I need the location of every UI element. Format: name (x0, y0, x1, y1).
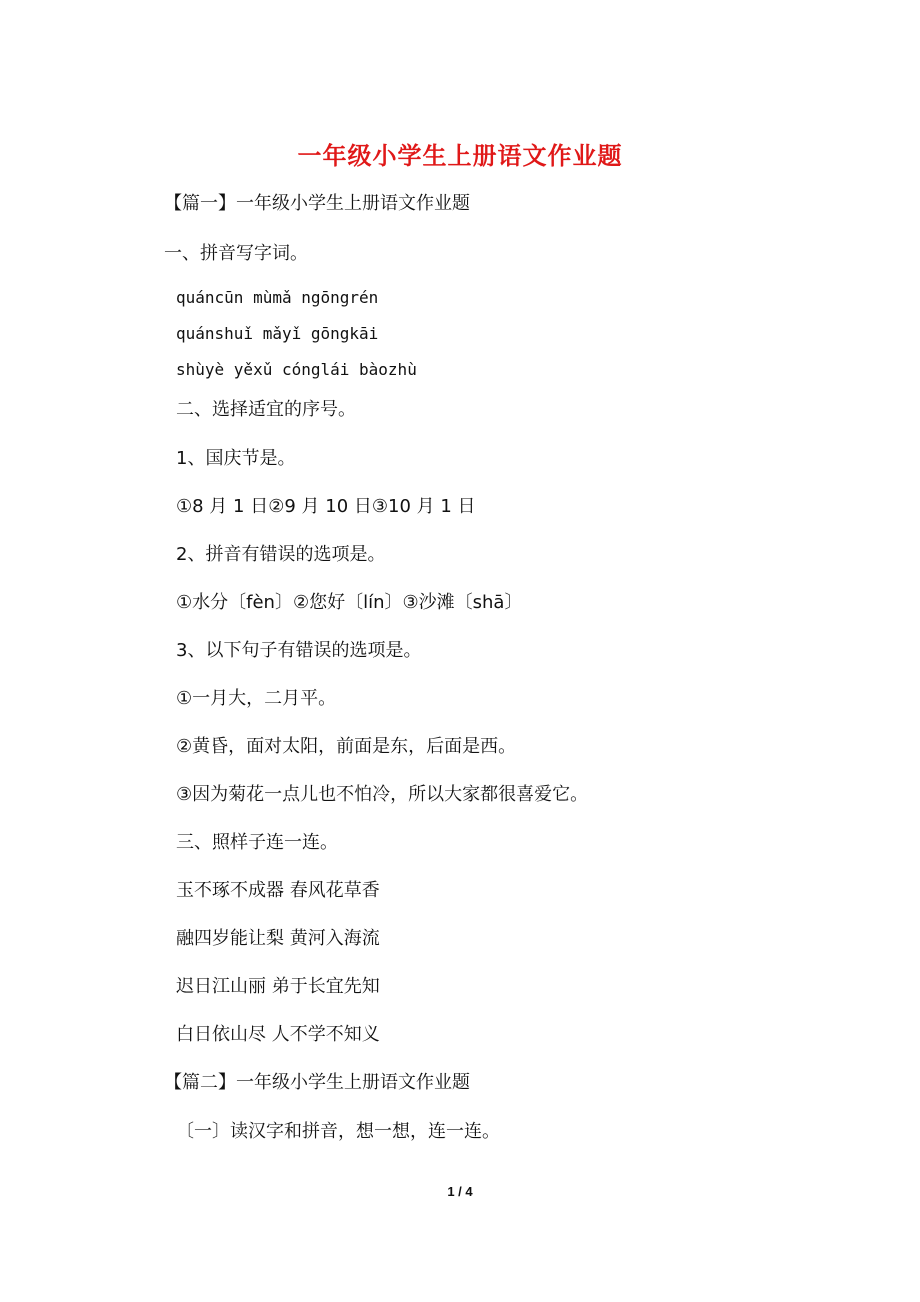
pinyin-row: shùyè yěxǔ cónglái bàozhù (176, 360, 417, 379)
part2-heading: 【篇二】一年级小学生上册语文作业题 (164, 1072, 470, 1093)
match-row: 白日依山尽 人不学不知义 (176, 1024, 380, 1045)
page-number: 1 / 4 (447, 1184, 473, 1199)
section1-heading: 一、拼音写字词。 (164, 243, 308, 264)
question-1-options: ①8 月 1 日②9 月 10 日③10 月 1 日 (176, 496, 476, 517)
question-3-option: ③因为菊花一点儿也不怕冷，所以大家都很喜爱它。 (176, 784, 589, 805)
match-row: 融四岁能让梨 黄河入海流 (176, 928, 380, 949)
document-title: 一年级小学生上册语文作业题 (297, 142, 623, 170)
part2-section1-heading: 〔一〕读汉字和拼音，想一想，连一连。 (176, 1121, 500, 1142)
pinyin-row: quáncūn mùmǎ ngōngrén (176, 288, 379, 307)
match-row: 迟日江山丽 弟于长宜先知 (176, 976, 380, 997)
question-2: 2、拼音有错误的选项是。 (176, 544, 386, 565)
question-3-option: ①一月大，二月平。 (176, 688, 337, 709)
pinyin-row: quánshuǐ mǎyǐ gōngkāi (176, 324, 379, 343)
question-3-option: ②黄昏，面对太阳，前面是东，后面是西。 (176, 736, 517, 757)
question-1: 1、国庆节是。 (176, 448, 296, 469)
section2-heading: 二、选择适宜的序号。 (176, 399, 356, 420)
question-3: 3、以下句子有错误的选项是。 (176, 640, 422, 661)
section3-heading: 三、照样子连一连。 (176, 832, 338, 853)
question-2-options: ①水分〔fèn〕②您好〔lín〕③沙滩〔shā〕 (176, 592, 523, 613)
part1-heading: 【篇一】一年级小学生上册语文作业题 (164, 193, 470, 214)
match-row: 玉不琢不成器 春风花草香 (176, 880, 380, 901)
